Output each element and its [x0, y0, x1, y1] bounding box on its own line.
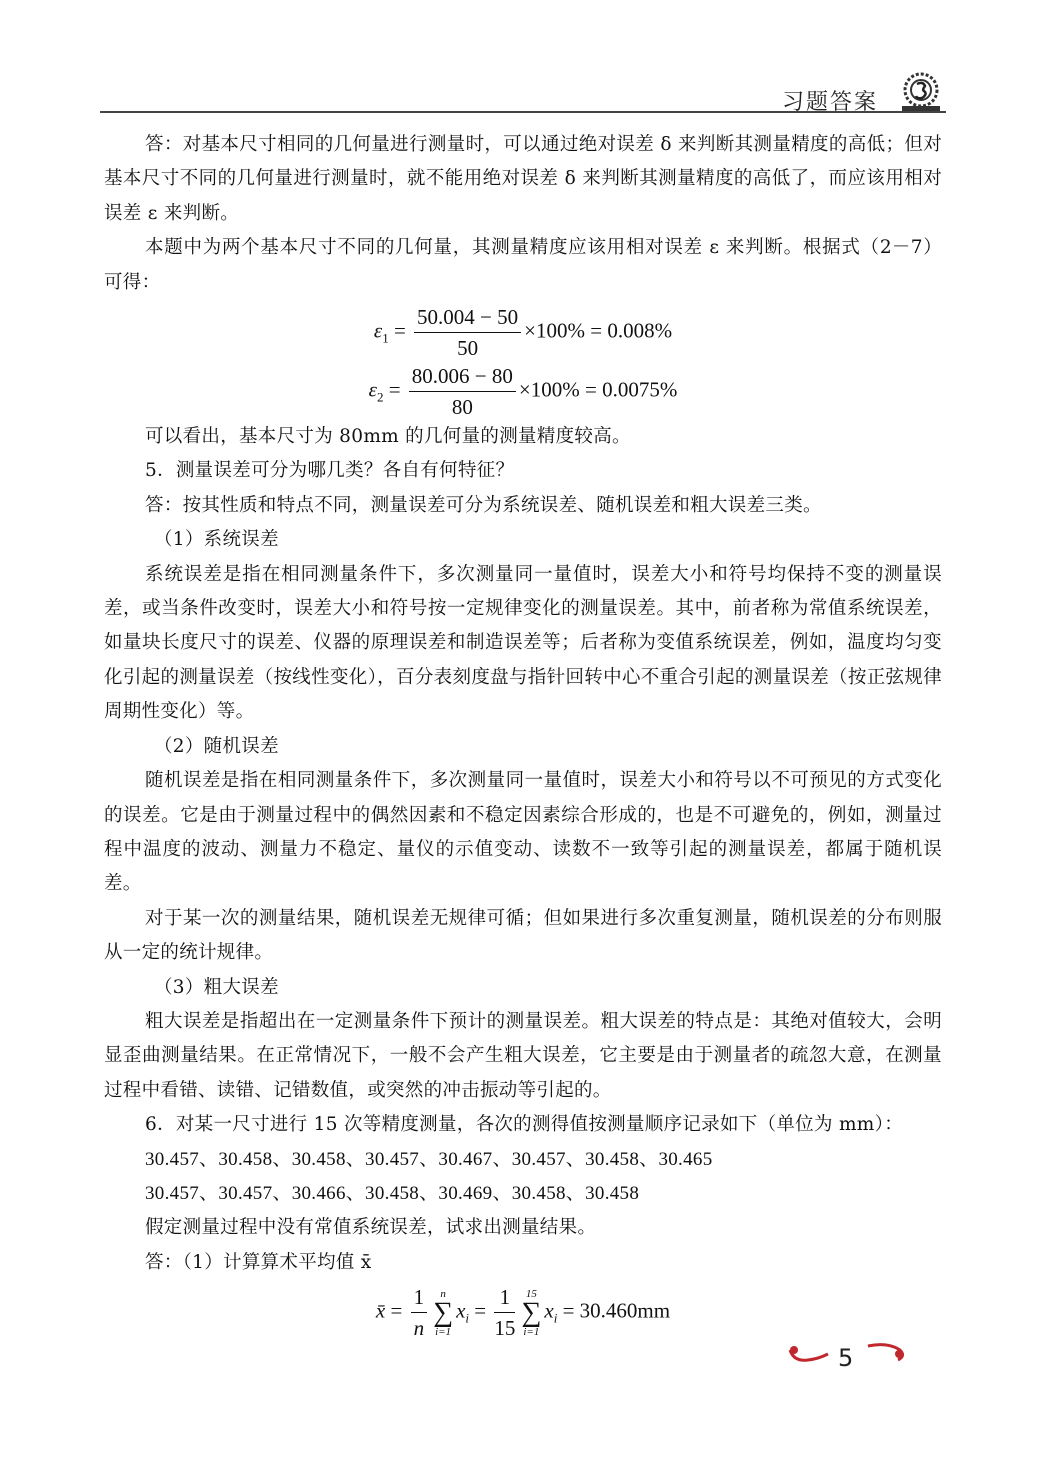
- page-number: 5: [838, 1344, 854, 1372]
- answer-5: 答：按其性质和特点不同，测量误差可分为系统误差、随机误差和粗大误差三类。: [145, 494, 822, 516]
- section-heading-gross: （3）粗大误差: [154, 976, 279, 998]
- section-heading-systematic: （1）系统误差: [154, 529, 279, 551]
- body-paragraph: 本题中为两个基本尺寸不同的几何量，其测量精度应该用相对误差 ε 来判断。根据式（2－7）可得：: [104, 237, 942, 293]
- answer-paragraph: 答：对基本尺寸相同的几何量进行测量时，可以通过绝对误差 δ 来判断其测量精度的高低；但对基本尺寸不同的几何量进行测量时，就不能用绝对误差 δ 来判断其测量精度的高低了，而应该用相对误差 ε 来判断。: [104, 134, 942, 224]
- header-title: 习题答案: [782, 90, 879, 115]
- equation-epsilon-2: $\varepsilon_2$ = $\frac{80.006 - 80}{80}$ ×100% = 0.0075%: [368, 364, 678, 420]
- question-6: 6．对某一尺寸进行 15 次等精度测量，各次的测得值按测量顺序记录如下（单位为 mm）：: [145, 1114, 903, 1136]
- systematic-error-paragraph: 系统误差是指在相同测量条件下，多次测量同一量值时，误差大小和符号均保持不变的测量误差，或当条件改变时，误差大小和符号按一定规律变化的测量误差。其中，前者称为常值系统误差，如量块长度尺寸的误差、仪器的原理误差和制造误差等；后者称为变值系统误差，例如，温度均匀变化引起的测量误差（按线性变化），百分表刻度盘与指针回转中心不重合引起的测量误差（按正弦规律周期性变化）等。: [104, 563, 942, 723]
- conclusion-paragraph: 可以看出，基本尺寸为 80mm 的几何量的测量精度较高。: [145, 426, 631, 448]
- summation-symbol: n ∑ i=1: [433, 1287, 454, 1338]
- footer-ornament-left-icon: [786, 1340, 832, 1366]
- equation-epsilon-1: $\varepsilon_1$ = $\frac{50.004 - 50}{50}$ ×100% = 0.008%: [373, 305, 673, 361]
- gross-error-paragraph: 粗大误差是指超出在一定测量条件下预计的测量误差。粗大误差的特点是：其绝对值较大，会明显歪曲测量结果。在正常情况下，一般不会产生粗大误差，它主要是由于测量者的疏忽大意，在测量过程中看错、读错、记错数值，或突然的冲击振动等引起的。: [104, 1010, 942, 1101]
- random-error-paragraph-2: 对于某一次的测量结果，随机误差无规律可循；但如果进行多次重复测量，随机误差的分布则服从一定的统计规律。: [104, 907, 942, 964]
- measurement-data-line-2: 30.457、30.457、30.466、30.458、30.469、30.458、30.458: [145, 1182, 640, 1204]
- header-rule: [100, 111, 946, 113]
- page-body: [104, 128, 942, 1341]
- equation-mean: x̄ = $\frac{1}{n}$ n ∑ i=1 $x_i$ = $\frac{1}{15}$ 15 ∑ i=1 $x_i = 30.460mm$: [375, 1285, 671, 1341]
- footer-ornament-right-icon: [866, 1340, 908, 1366]
- summation-symbol: 15 ∑ i=1: [521, 1287, 542, 1338]
- question-6-assumption: 假定测量过程中没有常值系统误差，试求出测量结果。: [145, 1217, 597, 1239]
- section-heading-random: （2）随机误差: [154, 735, 279, 757]
- question-5: 5．测量误差可分为哪几类？各自有何特征？: [145, 460, 515, 482]
- answer-6-step-1: 答：（1）计算算术平均值 x̄: [145, 1251, 372, 1273]
- publisher-logo-icon: [896, 70, 946, 114]
- random-error-paragraph: 随机误差是指在相同测量条件下，多次测量同一量值时，误差大小和符号以不可预见的方式变化的误差。它是由于测量过程中的偶然因素和不稳定因素综合形成的，也是不可避免的，例如，测量过程中温度的波动、测量力不稳定、量仪的示值变动、读数不一致等引起的测量误差，都属于随机误差。: [104, 770, 942, 895]
- measurement-data-line-1: 30.457、30.458、30.458、30.457、30.467、30.457、30.458、30.465: [145, 1148, 713, 1170]
